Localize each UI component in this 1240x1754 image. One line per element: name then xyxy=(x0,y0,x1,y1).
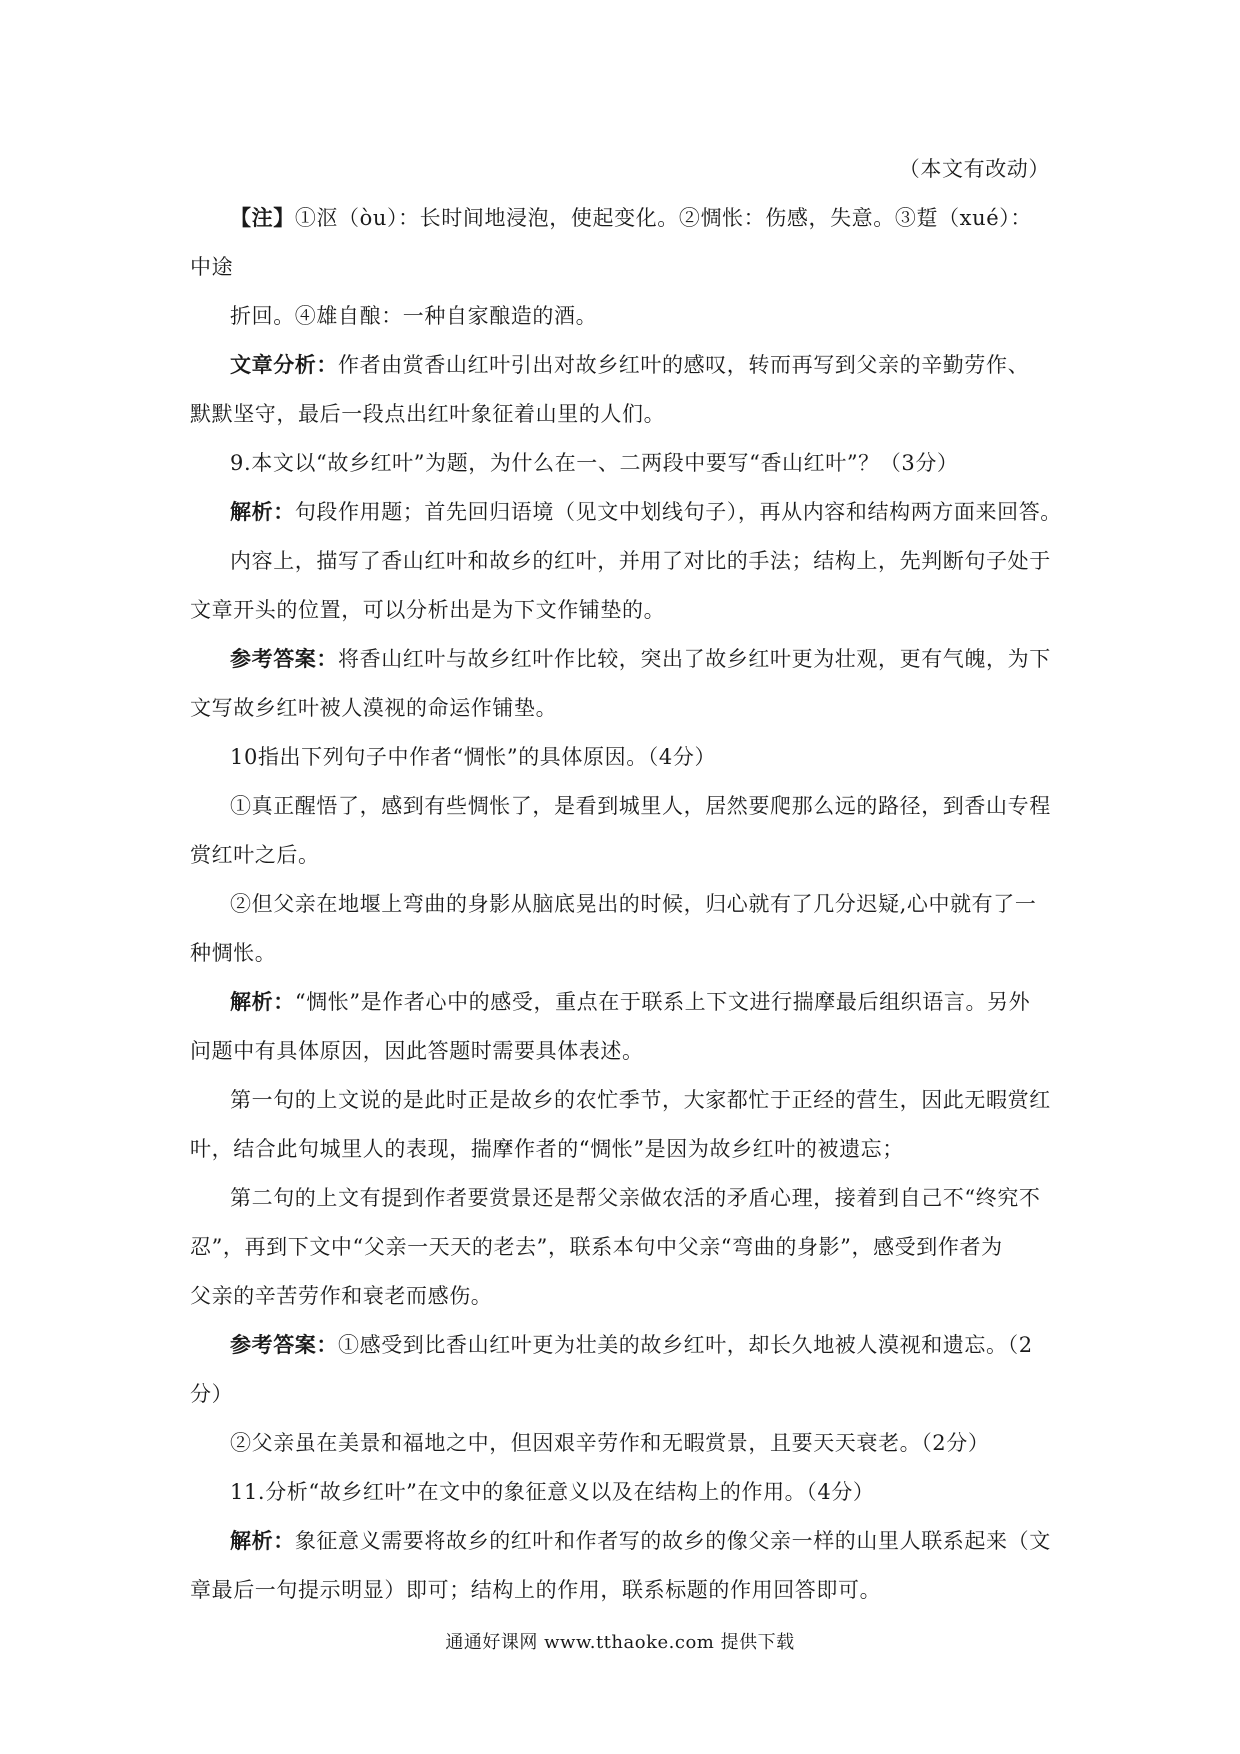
q10-answer-line-2: 分） xyxy=(190,1382,234,1406)
q10-answer-line-1 xyxy=(190,1321,1060,1370)
q10-para-2a: 第二句的上文有提到作者要赏景还是帮父亲做农活的矛盾心理，接着到自己不“终究不 xyxy=(230,1186,1041,1210)
q10-sentence-2b: 种惆怅。 xyxy=(190,941,277,965)
revision-note: （本文有改动） xyxy=(898,157,1050,181)
q10-sentence-1a: ①真正醒悟了，感到有些惆怅了，是看到城里人，居然要爬那么远的路径，到香山专程 xyxy=(230,794,1051,818)
q10-para-2c: 父亲的辛苦劳作和衰老而感伤。 xyxy=(190,1284,493,1308)
notes-line-2: 中途 xyxy=(190,255,234,279)
q10-sentence-2a: ②但父亲在地堰上弯曲的身影从脑底晃出的时候，归心就有了几分迟疑,心中就有了一 xyxy=(230,892,1037,916)
q10-answer-line-3: ②父亲虽在美景和福地之中，但因艰辛劳作和无暇赏景，且要天天衰老。（2分） xyxy=(230,1431,990,1455)
q10-jiexi-text-1: “惆怅”是作者心中的感受，重点在于联系上下文进行揣摩最后组织语言。另外 xyxy=(294,990,1031,1014)
q10-jiexi-line-2: 问题中有具体原因，因此答题时需要具体表述。 xyxy=(190,1039,644,1063)
q11-question: 11.分析“故乡红叶”在文中的象征意义以及在结构上的作用。（4分） xyxy=(230,1480,875,1504)
q9-question: 9.本文以“故乡红叶”为题，为什么在一、二两段中要写“香山红叶”？（3分） xyxy=(230,451,959,475)
notes-text-1: ①沤（òu）：长时间地浸泡，使起变化。②惆怅：伤感，失意。③踅（xué）： xyxy=(294,206,1032,230)
q10-para-1a: 第一句的上文说的是此时正是故乡的农忙季节，大家都忙于正经的营生，因此无暇赏红 xyxy=(230,1088,1051,1112)
q11-jiexi-label: 解析： xyxy=(230,1529,295,1553)
q11-jiexi-line-1 xyxy=(190,1517,1060,1566)
q9-jiexi-label: 解析： xyxy=(230,500,295,524)
analysis-line-1 xyxy=(190,341,1060,390)
q9-jiexi-text-1: 句段作用题；首先回归语境（见文中划线句子），再从内容和结构两方面来回答。 xyxy=(294,500,1062,524)
q9-jiexi-line-2: 内容上，描写了香山红叶和故乡的红叶，并用了对比的手法；结构上，先判断句子处于 xyxy=(230,549,1051,573)
notes-line-3: 折回。④雄自酿：一种自家酿造的酒。 xyxy=(230,304,598,328)
q11-jiexi-line-2: 章最后一句提示明显）即可；结构上的作用，联系标题的作用回答即可。 xyxy=(190,1578,882,1602)
q10-sentence-1b: 赏红叶之后。 xyxy=(190,843,320,867)
analysis-label: 文章分析： xyxy=(230,353,338,377)
q9-jiexi-line-1 xyxy=(190,488,1060,537)
q11-jiexi-text-1: 象征意义需要将故乡的红叶和作者写的故乡的像父亲一样的山里人联系起来（文 xyxy=(294,1529,1051,1553)
q10-jiexi-label: 解析： xyxy=(230,990,295,1014)
q10-para-2b: 忍”，再到下文中“父亲一天天的老去”，联系本句中父亲“弯曲的身影”，感受到作者为 xyxy=(190,1235,1003,1259)
analysis-text-1: 作者由赏香山红叶引出对故乡红叶的感叹，转而再写到父亲的辛勤劳作、 xyxy=(338,353,1030,377)
q9-answer-line-2: 文写故乡红叶被人漠视的命运作铺垫。 xyxy=(190,696,558,720)
q10-answer-text-1: ①感受到比香山红叶更为壮美的故乡红叶，却长久地被人漠视和遗忘。（2 xyxy=(338,1333,1033,1357)
notes-line-1 xyxy=(190,194,1060,243)
q9-jiexi-line-3: 文章开头的位置，可以分析出是为下文作铺垫的。 xyxy=(190,598,666,622)
q10-answer-label: 参考答案： xyxy=(230,1333,338,1357)
q9-answer-text-1: 将香山红叶与故乡红叶作比较，突出了故乡红叶更为壮观，更有气魄，为下 xyxy=(338,647,1051,671)
q10-para-1b: 叶，结合此句城里人的表现，揣摩作者的“惆怅”是因为故乡红叶的被遗忘； xyxy=(190,1137,904,1161)
q10-jiexi-line-1 xyxy=(190,978,1060,1027)
analysis-line-2: 默默坚守，最后一段点出红叶象征着山里的人们。 xyxy=(190,402,666,426)
notes-label: 【注】 xyxy=(230,206,295,230)
document-page xyxy=(190,145,1060,1615)
q9-answer-label: 参考答案： xyxy=(230,647,338,671)
page-footer: 通通好课网 www.tthaoke.com 提供下载 xyxy=(445,1632,795,1653)
q9-answer-line-1 xyxy=(190,635,1060,684)
q10-question: 10指出下列句子中作者“惆怅”的具体原因。（4分） xyxy=(230,745,717,769)
